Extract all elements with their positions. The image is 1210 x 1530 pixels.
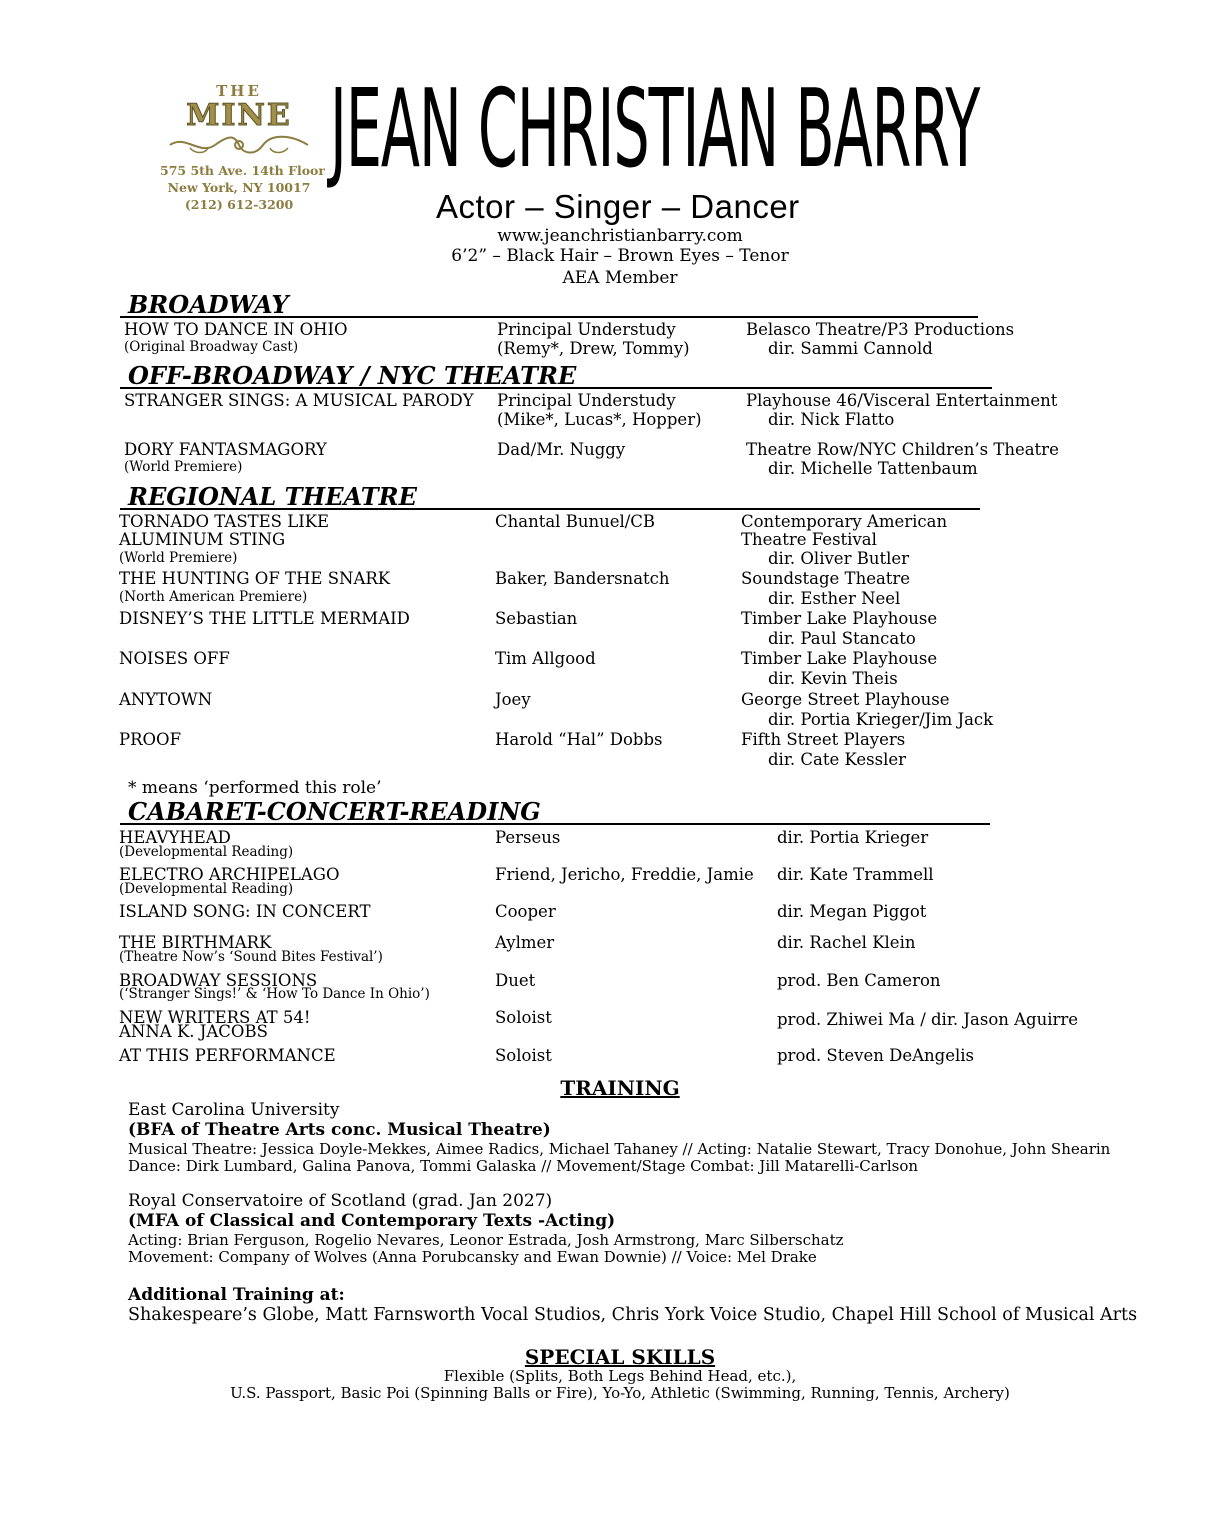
credit-director: dir. Portia Krieger/Jim Jack	[768, 710, 994, 729]
credit-director: dir. Cate Kessler	[768, 750, 907, 769]
credit-director: dir. Sammi Cannold	[768, 339, 933, 358]
credit-title: ISLAND SONG: IN CONCERT	[119, 902, 371, 921]
credit-note: (‘Stranger Sings!’ & ‘How To Dance In Ohio’)	[119, 986, 430, 1002]
tagline: Actor – Singer – Dancer	[436, 188, 800, 225]
cabaret-rule	[120, 823, 990, 825]
credit-venue: Timber Lake Playhouse	[741, 609, 938, 628]
ornament-icon	[160, 132, 318, 158]
credit-note: (Developmental Reading)	[119, 881, 294, 897]
credit-venue: Contemporary American	[741, 512, 948, 531]
offbroadway-rule	[120, 387, 992, 389]
credit-role: Tim Allgood	[495, 649, 596, 668]
credit-note: (World Premiere)	[124, 459, 243, 475]
credit-role: Soloist	[495, 1008, 552, 1027]
credit-note: (World Premiere)	[119, 550, 238, 566]
cabaret-heading: CABARET-CONCERT-READING	[128, 797, 541, 826]
credit-title: STRANGER SINGS: A MUSICAL PARODY	[124, 391, 474, 410]
credit-role: Friend, Jericho, Freddie, Jamie	[495, 865, 754, 884]
school-name: Royal Conservatoire of Scotland (grad. Jan 2027)	[128, 1191, 553, 1211]
agency-address-1: 575 5th Ave. 14th Floor	[160, 163, 325, 178]
additional-training-label: Additional Training at:	[128, 1285, 345, 1305]
credit-director: prod. Ben Cameron	[777, 971, 941, 990]
degree: (BFA of Theatre Arts conc. Musical Theatre)	[128, 1120, 551, 1140]
skills-heading: SPECIAL SKILLS	[524, 1345, 716, 1369]
credit-note: (Original Broadway Cast)	[124, 339, 299, 355]
credit-director: dir. Megan Piggot	[777, 902, 927, 921]
credit-role-detail: (Remy*, Drew, Tommy)	[497, 339, 690, 358]
regional-heading: REGIONAL THEATRE	[128, 482, 417, 511]
teachers-line: Dance: Dirk Lumbard, Galina Panova, Tommi Galaska // Movement/Stage Combat: Jill Matarelli-Carlson	[128, 1157, 919, 1175]
credit-title: TORNADO TASTES LIKE	[119, 512, 330, 531]
credit-title: ELECTRO ARCHIPELAGO	[119, 865, 340, 884]
credit-role-detail: (Mike*, Lucas*, Hopper)	[497, 410, 702, 429]
offbroadway-heading: OFF-BROADWAY / NYC THEATRE	[128, 361, 577, 390]
credit-title: HOW TO DANCE IN OHIO	[124, 320, 348, 339]
additional-training: Shakespeare’s Globe, Matt Farnsworth Vocal Studios, Chris York Voice Studio, Chapel Hill School of Musical Arts	[128, 1305, 1138, 1325]
credit-venue: Soundstage Theatre	[741, 569, 911, 588]
teachers-line: Musical Theatre: Jessica Doyle-Mekkes, Aimee Radics, Michael Tahaney // Acting: Natalie Stewart, Tracy Donohue, John Shearin	[128, 1140, 1111, 1158]
teachers-line: Movement: Company of Wolves (Anna Porubcansky and Ewan Downie) // Voice: Mel Drake	[128, 1248, 817, 1266]
teachers-line: Acting: Brian Ferguson, Rogelio Nevares, Leonor Estrada, Josh Armstrong, Marc Silberschatz	[128, 1231, 844, 1249]
credit-role: Principal Understudy	[497, 391, 676, 410]
credit-director: dir. Paul Stancato	[768, 629, 916, 648]
credit-director: dir. Oliver Butler	[768, 549, 910, 568]
agency-logo	[160, 82, 325, 213]
degree: (MFA of Classical and Contemporary Texts -Acting)	[128, 1211, 616, 1231]
credit-title: THE BIRTHMARK	[119, 933, 272, 952]
regional-rule	[120, 508, 980, 510]
physical-stats: 6’2” – Black Hair – Brown Eyes – Tenor	[451, 246, 789, 266]
credit-title: THE HUNTING OF THE SNARK	[119, 569, 391, 588]
credit-role: Chantal Bunuel/CB	[495, 512, 656, 531]
credit-title: PROOF	[119, 730, 182, 749]
training-heading: TRAINING	[560, 1076, 680, 1100]
credit-role: Duet	[495, 971, 536, 990]
credit-venue: Playhouse 46/Visceral Entertainment	[746, 391, 1058, 410]
credit-title-cont: ALUMINUM STING	[119, 530, 286, 549]
credit-director: prod. Steven DeAngelis	[777, 1046, 974, 1065]
credit-venue: George Street Playhouse	[741, 690, 950, 709]
credit-role: Dad/Mr. Nuggy	[497, 440, 626, 459]
credit-note: (North American Premiere)	[119, 589, 308, 605]
credit-venue: Belasco Theatre/P3 Productions	[746, 320, 1015, 339]
credit-note: (Developmental Reading)	[119, 844, 294, 860]
credit-role: Harold “Hal” Dobbs	[495, 730, 663, 749]
credit-director: dir. Kate Trammell	[777, 865, 934, 884]
credit-role: Principal Understudy	[497, 320, 676, 339]
agency-address-2: New York, NY 10017	[167, 180, 311, 195]
agency-phone: (212) 612-3200	[184, 197, 294, 212]
school-name: East Carolina University	[128, 1100, 340, 1120]
credit-director: dir. Rachel Klein	[777, 933, 916, 952]
credit-title: DORY FANTASMAGORY	[124, 440, 327, 459]
broadway-heading: BROADWAY	[128, 290, 289, 319]
credit-title: HEAVYHEAD	[119, 828, 231, 847]
agency-the: THE	[216, 82, 262, 100]
credit-director: dir. Michelle Tattenbaum	[768, 459, 978, 478]
credit-venue: Theatre Row/NYC Children’s Theatre	[746, 440, 1059, 459]
union-status: AEA Member	[562, 268, 678, 288]
credit-title: BROADWAY SESSIONS	[119, 971, 318, 990]
credit-director: dir. Nick Flatto	[768, 410, 895, 429]
broadway-rule	[120, 316, 978, 318]
credit-director: prod. Zhiwei Ma / dir. Jason Aguirre	[777, 1010, 1079, 1029]
website: www.jeanchristianbarry.com	[497, 226, 743, 246]
agency-mine: MINE	[186, 98, 292, 133]
credit-title: NOISES OFF	[119, 649, 230, 668]
credit-role: Baker, Bandersnatch	[495, 569, 670, 588]
credit-director: dir. Portia Krieger	[777, 828, 929, 847]
credit-role: Perseus	[495, 828, 561, 847]
credit-title: DISNEY’S THE LITTLE MERMAID	[119, 609, 410, 628]
skills-line: Flexible (Splits, Both Legs Behind Head, etc.),	[443, 1367, 797, 1385]
credit-venue-cont: Theatre Festival	[741, 530, 877, 549]
credit-role: Cooper	[495, 902, 556, 921]
credit-role: Soloist	[495, 1046, 552, 1065]
actor-name: JEAN CHRISTIAN BARRY	[330, 67, 980, 192]
credit-title: ANYTOWN	[119, 690, 213, 709]
performed-note: * means ‘performed this role’	[128, 778, 382, 798]
credit-venue: Timber Lake Playhouse	[741, 649, 938, 668]
credit-note: (Theatre Now’s ‘Sound Bites Festival’)	[119, 949, 383, 965]
credit-venue: Fifth Street Players	[741, 730, 906, 749]
credit-director: dir. Esther Neel	[768, 589, 901, 608]
credit-title: NEW WRITERS AT 54!	[119, 1008, 311, 1027]
credit-role: Joey	[495, 690, 531, 709]
skills-line: U.S. Passport, Basic Poi (Spinning Balls or Fire), Yo-Yo, Athletic (Swimming, Running, Tennis, Archery)	[230, 1384, 1010, 1402]
credit-role: Sebastian	[495, 609, 578, 628]
credit-director: dir. Kevin Theis	[768, 669, 898, 688]
credit-role: Aylmer	[495, 933, 555, 952]
credit-title: AT THIS PERFORMANCE	[119, 1046, 336, 1065]
credit-title-cont: ANNA K. JACOBS	[119, 1022, 268, 1041]
